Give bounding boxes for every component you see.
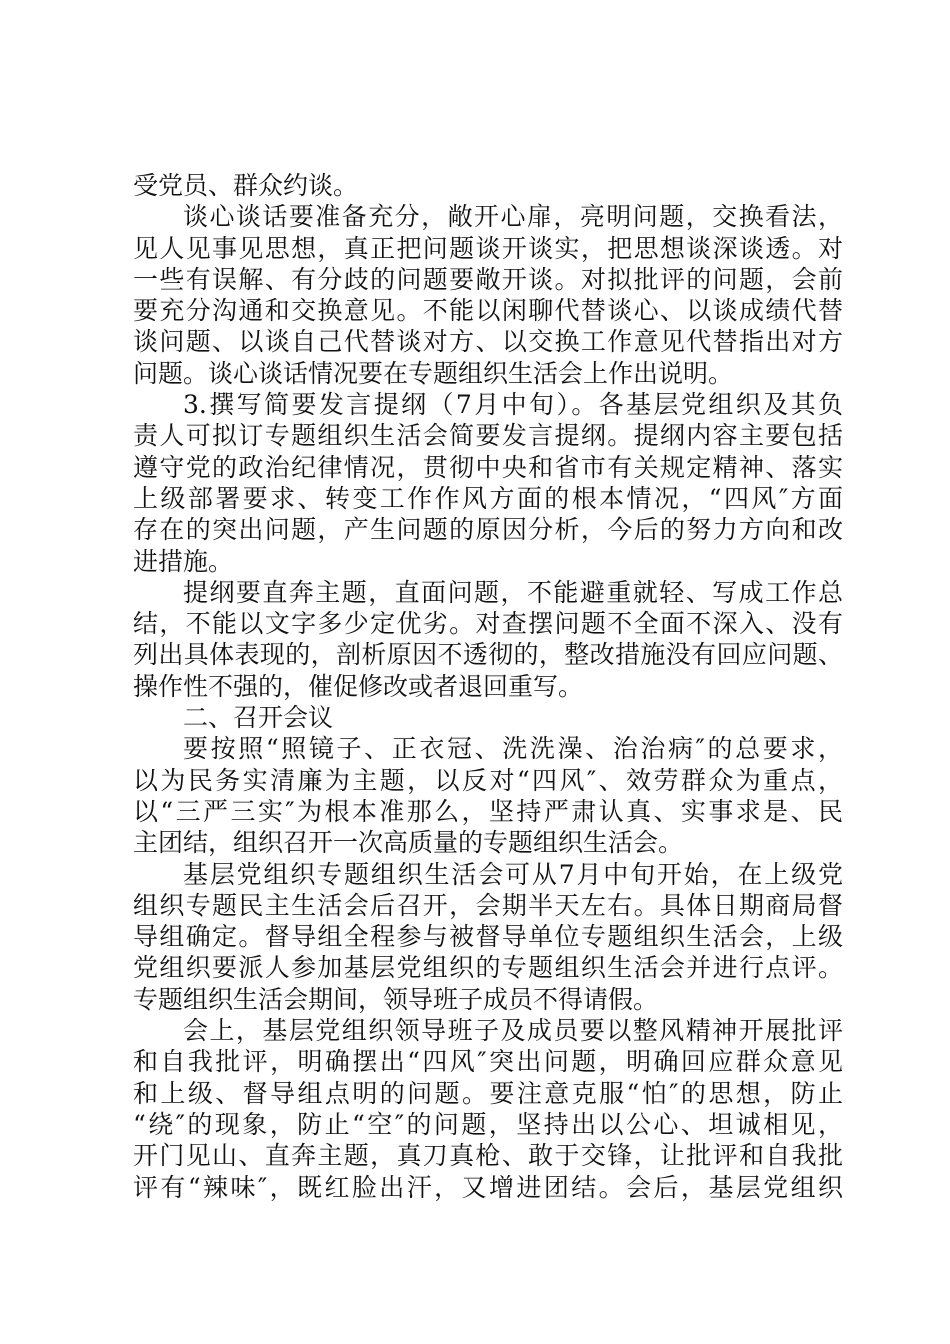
- text-line: 一些有误解、有分歧的问题要敞开谈。对拟批评的问题，会前: [133, 264, 843, 294]
- text-line: 受党员、群众约谈。: [133, 171, 359, 200]
- text-line: 主团结，组织召开一次高质量的专题组织生活会。: [133, 828, 684, 858]
- text-line: 二、召开会议: [183, 703, 334, 733]
- text-line: 操作性不强的，催促修改或者退回重写。: [133, 671, 584, 701]
- text-line: 3.撰写简要发言提纲（7月中旬）。各基层党组织及其负: [183, 390, 843, 420]
- text-line: 组织专题民主生活会后召开，会期半天左右。具体日期商局督: [133, 890, 843, 920]
- text-line: 以“三严三实″为根本准那么，坚持严肃认真、实事求是、民: [133, 796, 843, 826]
- text-line: 导组确定。督导组全程参与被督导单位专题组织生活会，上级: [133, 922, 843, 952]
- text-line: 遵守党的政治纪律情况，贯彻中央和省市有关规定精神、落实: [133, 452, 843, 482]
- text-line: 提纲要直奔主题，直面问题，不能避重就轻、写成工作总: [183, 577, 843, 607]
- text-line: 问题。谈心谈话情况要在专题组织生活会上作出说明。: [133, 358, 734, 388]
- text-line: 列出具体表现的，剖析原因不透彻的，整改措施没有回应问题、: [133, 640, 843, 670]
- text-line: 专题组织生活会期间，领导班子成员不得请假。: [133, 984, 659, 1014]
- text-line: 会上，基层党组织领导班子及成员要以整风精神开展批评: [183, 1016, 843, 1046]
- text-line: 进措施。: [133, 546, 234, 576]
- text-line: 存在的突出问题，产生问题的原因分析，今后的努力方向和改: [133, 515, 843, 545]
- document-body: [133, 170, 843, 1203]
- text-line: 责人可拟订专题组织生活会简要发言提纲。提纲内容主要包括: [133, 421, 843, 451]
- text-line: 谈问题、以谈自己代替谈对方、以交换工作意见代替指出对方: [133, 327, 843, 357]
- text-line: 以为民务实清廉为主题，以反对“四风″、效劳群众为重点，: [133, 765, 843, 795]
- text-line: 开门见山、直奔主题，真刀真枪、敢于交锋，让批评和自我批: [133, 1141, 843, 1171]
- text-line: 评有“辣味″，既红脸出汗，又增进团结。会后，基层党组织: [133, 1172, 843, 1202]
- text-line: 见人见事见思想，真正把问题谈开谈实，把思想谈深谈透。对: [133, 233, 843, 263]
- text-line: 和自我批评，明确摆出“四风″突出问题，明确回应群众意见: [133, 1047, 843, 1077]
- text-line: 上级部署要求、转变工作作风方面的根本情况，“四风″方面: [133, 483, 843, 513]
- text-line: 谈心谈话要准备充分，敞开心扉，亮明问题，交换看法，: [183, 202, 843, 232]
- text-line: 要充分沟通和交换意见。不能以闲聊代替谈心、以谈成绩代替: [133, 296, 843, 326]
- text-line: 要按照“照镜子、正衣冠、洗洗澡、治治病″的总要求，: [183, 734, 843, 764]
- text-line: 和上级、督导组点明的问题。要注意克服“怕″的思想，防止: [133, 1078, 843, 1108]
- text-line: 党组织要派人参加基层党组织的专题组织生活会并进行点评。: [133, 953, 843, 983]
- text-line: “绕″的现象，防止“空″的问题，坚持出以公心、坦诚相见，: [133, 1109, 843, 1139]
- text-line: 基层党组织专题组织生活会可从7月中旬开始，在上级党: [183, 859, 843, 889]
- text-line: 结，不能以文字多少定优劣。对查摆问题不全面不深入、没有: [133, 609, 843, 639]
